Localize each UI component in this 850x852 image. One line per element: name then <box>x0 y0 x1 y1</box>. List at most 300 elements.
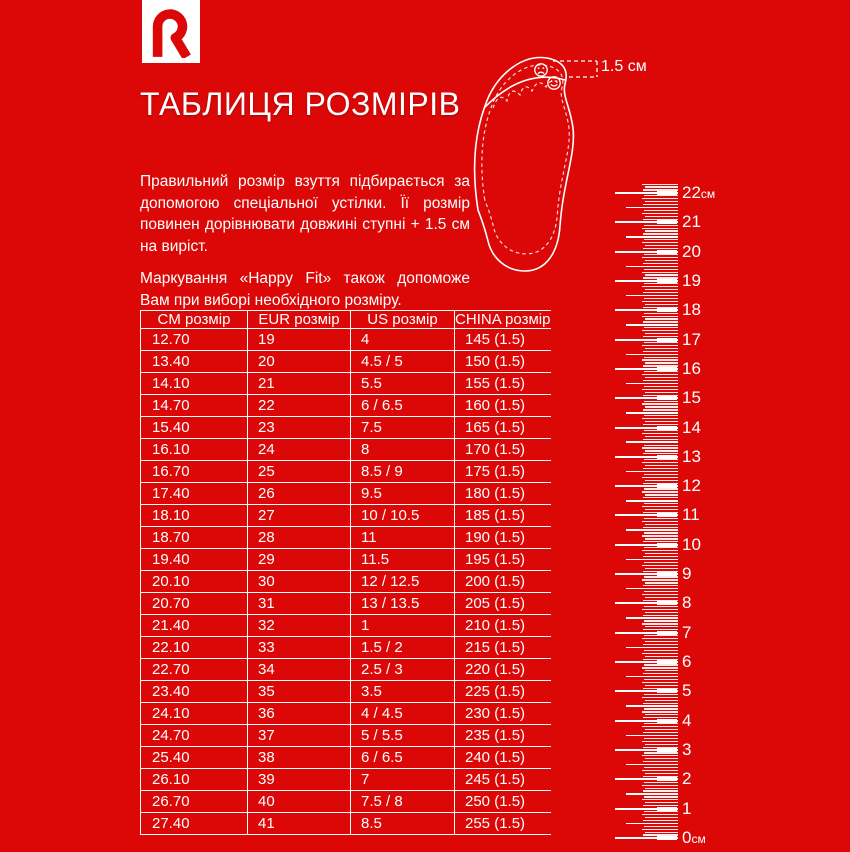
ruler-mm-tick <box>642 389 678 390</box>
brand-logo <box>142 0 200 63</box>
ruler-mm-tick <box>643 512 678 513</box>
ruler-mm-tick <box>643 761 678 762</box>
ruler-cm-label <box>682 419 701 437</box>
size-cell: 18.10 <box>141 505 248 527</box>
ruler-half-cm-tick <box>626 793 678 794</box>
toe-line <box>484 77 565 108</box>
ruler-cm-label <box>682 213 701 231</box>
ruler-cm-label <box>682 565 691 583</box>
ruler-mm-tick <box>643 805 678 806</box>
ruler-mm-tick <box>643 321 678 322</box>
ruler-label-number: 16 <box>682 358 701 378</box>
table-row <box>141 417 551 439</box>
table-row <box>141 769 551 791</box>
sad-face-icon <box>535 64 547 76</box>
table-row <box>141 725 551 747</box>
ruler-mm-tick <box>642 491 678 492</box>
ruler-mm-tick <box>642 565 678 566</box>
ruler-mm-tick <box>645 758 678 759</box>
size-cell: 7 <box>351 769 455 791</box>
ruler-mm-tick <box>645 465 678 466</box>
ruler-mm-tick <box>643 307 678 308</box>
ruler-cm-tick-bar <box>657 748 677 752</box>
size-cell: 7.5 / 8 <box>351 791 455 813</box>
size-cell: 40 <box>248 791 351 813</box>
ruler-mm-tick <box>642 579 678 580</box>
ruler-mm-tick <box>644 269 678 270</box>
ruler-mm-tick <box>642 535 678 536</box>
ruler-mm-tick <box>642 741 678 742</box>
ruler-mm-tick <box>645 216 678 217</box>
ruler-cm-tick-bar <box>657 220 677 224</box>
table-row <box>141 813 551 835</box>
ruler-mm-tick <box>645 245 678 246</box>
ruler-mm-tick <box>643 409 678 410</box>
ruler-mm-tick <box>642 726 678 727</box>
ruler-cm-label <box>682 272 701 290</box>
ruler-mm-tick <box>643 629 678 630</box>
table-row <box>141 593 551 615</box>
ruler-mm-tick <box>643 556 678 557</box>
size-cell: 35 <box>248 681 351 703</box>
ruler-mm-tick <box>642 623 678 624</box>
ruler-mm-tick <box>642 711 678 712</box>
ruler-mm-tick <box>642 770 678 771</box>
ruler-half-cm-tick <box>626 559 678 560</box>
size-cell: 21 <box>248 373 351 395</box>
ruler-mm-tick <box>644 371 678 372</box>
size-cell: 225 (1.5) <box>455 681 551 703</box>
ruler-half-cm-tick <box>626 735 678 736</box>
gap-size-label: 1.5 см <box>601 58 647 75</box>
ruler-mm-tick <box>644 195 678 196</box>
ruler-mm-tick <box>644 488 678 489</box>
size-cell: 26.10 <box>141 769 248 791</box>
ruler-label-number: 3 <box>682 740 692 760</box>
ruler-mm-tick <box>643 644 678 645</box>
size-cell: 185 (1.5) <box>455 505 551 527</box>
ruler-mm-tick <box>643 380 678 381</box>
ruler-mm-tick <box>642 638 678 639</box>
size-cell: 1 <box>351 615 455 637</box>
ruler-cm-tick-bar <box>657 513 677 517</box>
ruler-half-cm-tick <box>626 236 678 237</box>
size-cell: 6 / 6.5 <box>351 747 455 769</box>
ruler-mm-tick <box>643 571 678 572</box>
size-cell: 205 (1.5) <box>455 593 551 615</box>
ruler-half-cm-tick <box>626 500 678 501</box>
ruler-label-number: 10 <box>682 534 701 554</box>
size-cell: 215 (1.5) <box>455 637 551 659</box>
ruler-mm-tick <box>645 318 678 319</box>
ruler-mm-tick <box>642 316 678 317</box>
ruler-label-number: 13 <box>682 446 701 466</box>
ruler-mm-tick <box>642 418 678 419</box>
ruler-cm-label <box>682 506 700 524</box>
ruler-cm-label <box>682 331 701 349</box>
ruler-cm-tick-bar <box>657 426 677 430</box>
logo-r-icon <box>149 8 193 58</box>
size-cell: 230 (1.5) <box>455 703 551 725</box>
ruler-cm-tick-bar <box>657 777 677 781</box>
ruler-mm-tick <box>645 186 678 187</box>
ruler-mm-tick <box>643 673 678 674</box>
size-cell: 145 (1.5) <box>455 329 551 351</box>
ruler-mm-tick <box>642 184 678 185</box>
ruler-mm-tick <box>642 447 678 448</box>
ruler-mm-tick <box>643 659 678 660</box>
ruler-mm-tick <box>645 450 678 451</box>
size-cell: 250 (1.5) <box>455 791 551 813</box>
table-row <box>141 351 551 373</box>
column-header: CHINA розмір <box>455 311 551 328</box>
size-cell: 24 <box>248 439 351 461</box>
size-cell: 34 <box>248 659 351 681</box>
ruler-mm-tick <box>643 527 678 528</box>
ruler-mm-tick <box>645 670 678 671</box>
intro-text <box>140 171 470 321</box>
ruler-label-number: 17 <box>682 329 701 349</box>
ruler-mm-tick <box>644 503 678 504</box>
ruler-mm-tick <box>644 342 678 343</box>
ruler-mm-tick <box>643 820 678 821</box>
ruler-mm-tick <box>645 421 678 422</box>
ruler-cm-tick-bar <box>657 689 677 693</box>
ruler-mm-tick <box>644 298 678 299</box>
ruler-mm-tick <box>643 615 678 616</box>
ruler-mm-tick <box>644 239 678 240</box>
ruler-cm-label <box>682 712 691 730</box>
ruler-mm-tick <box>643 483 678 484</box>
ruler-mm-tick <box>643 776 678 777</box>
ruler-cm-tick-bar <box>657 338 677 342</box>
ruler-mm-tick <box>645 274 678 275</box>
ruler-mm-tick <box>644 430 678 431</box>
ruler-label-number: 4 <box>682 710 692 730</box>
size-cell: 23 <box>248 417 351 439</box>
ruler-mm-tick <box>643 468 678 469</box>
ruler-label-number: 21 <box>682 212 701 232</box>
ruler-half-cm-tick <box>626 764 678 765</box>
ruler-half-cm-tick <box>626 295 678 296</box>
size-cell: 220 (1.5) <box>455 659 551 681</box>
table-row <box>141 659 551 681</box>
table-row <box>141 703 551 725</box>
ruler-mm-tick <box>642 330 678 331</box>
size-cell: 28 <box>248 527 351 549</box>
ruler-mm-tick <box>644 210 678 211</box>
ruler-mm-tick <box>644 357 678 358</box>
ruler-cm-tick-bar <box>657 455 677 459</box>
page-title: ТАБЛИЦЯ РОЗМІРІВ <box>140 86 461 122</box>
ruler-mm-tick <box>642 755 678 756</box>
ruler-mm-tick <box>644 635 678 636</box>
ruler-cm-tick-bar <box>657 279 677 283</box>
ruler-mm-tick <box>645 685 678 686</box>
ruler-label-number: 19 <box>682 270 701 290</box>
size-cell: 30 <box>248 571 351 593</box>
ruler-mm-tick <box>644 591 678 592</box>
ruler-half-cm-tick <box>626 266 678 267</box>
size-cell: 26 <box>248 483 351 505</box>
size-cell: 8.5 <box>351 813 455 835</box>
size-cell: 38 <box>248 747 351 769</box>
ruler-mm-tick <box>642 550 678 551</box>
ruler-mm-tick <box>642 477 678 478</box>
ruler-mm-tick <box>642 814 678 815</box>
ruler-label-number: 9 <box>682 564 692 584</box>
ruler-mm-tick <box>642 506 678 507</box>
size-cell: 255 (1.5) <box>455 813 551 835</box>
ruler-cm-label <box>682 624 691 642</box>
ruler-label-number: 14 <box>682 417 701 437</box>
size-cell: 9.5 <box>351 483 455 505</box>
size-cell: 24.70 <box>141 725 248 747</box>
ruler-mm-tick <box>644 664 678 665</box>
ruler-mm-tick <box>643 453 678 454</box>
ruler-mm-tick <box>643 351 678 352</box>
ruler-cm-label <box>682 770 691 788</box>
ruler-label-number: 5 <box>682 681 692 701</box>
ruler-mm-tick <box>644 767 678 768</box>
ruler-mm-tick <box>645 524 678 525</box>
ruler-mm-tick <box>644 679 678 680</box>
ruler-cm-tick-bar <box>657 308 677 312</box>
ruler-half-cm-tick <box>626 617 678 618</box>
table-row <box>141 329 551 351</box>
ruler-half-cm-tick <box>626 823 678 824</box>
ruler-mm-tick <box>645 656 678 657</box>
ruler-cm-tick-bar <box>657 191 677 195</box>
ruler-half-cm-tick <box>626 354 678 355</box>
table-row <box>141 681 551 703</box>
size-cell: 21.40 <box>141 615 248 637</box>
size-cell: 19 <box>248 329 351 351</box>
ruler-half-cm-tick <box>626 207 678 208</box>
table-row <box>141 549 551 571</box>
ruler-mm-tick <box>642 257 678 258</box>
size-cell: 32 <box>248 615 351 637</box>
ruler-mm-tick <box>643 585 678 586</box>
ruler-mm-tick <box>645 582 678 583</box>
size-cell: 170 (1.5) <box>455 439 551 461</box>
size-table <box>140 310 551 835</box>
ruler-half-cm-tick <box>626 705 678 706</box>
column-header: US розмір <box>351 311 455 329</box>
ruler-mm-tick <box>645 304 678 305</box>
ruler-mm-tick <box>642 359 678 360</box>
ruler-mm-tick <box>642 521 678 522</box>
ruler-mm-tick <box>644 694 678 695</box>
ruler-cm-tick-bar <box>657 484 677 488</box>
happy-face-icon <box>548 77 560 89</box>
ruler-mm-tick <box>645 817 678 818</box>
ruler-cm-tick-bar <box>657 660 677 664</box>
ruler-mm-tick <box>643 747 678 748</box>
size-cell: 13 / 13.5 <box>351 593 455 615</box>
ruler-mm-tick <box>644 782 678 783</box>
ruler-mm-tick <box>645 377 678 378</box>
ruler-mm-tick <box>642 198 678 199</box>
size-cell: 4 <box>351 329 455 351</box>
table-row <box>141 791 551 813</box>
ruler-mm-tick <box>642 653 678 654</box>
ruler-mm-tick <box>645 333 678 334</box>
ruler-mm-tick <box>642 682 678 683</box>
ruler-mm-tick <box>645 538 678 539</box>
ruler-label-unit: см <box>700 186 716 201</box>
ruler-mm-tick <box>643 688 678 689</box>
ruler-cm-label <box>682 360 701 378</box>
ruler-half-cm-tick <box>626 441 678 442</box>
size-cell: 17.40 <box>141 483 248 505</box>
ruler-cm-tick-bar <box>657 367 677 371</box>
column-header: CM розмір <box>141 311 248 329</box>
size-cell: 26.70 <box>141 791 248 813</box>
ruler-mm-tick <box>643 248 678 249</box>
ruler-mm-tick <box>643 395 678 396</box>
table-row <box>141 615 551 637</box>
ruler-cm-label <box>682 829 706 848</box>
ruler-mm-tick <box>642 594 678 595</box>
ruler-mm-tick <box>643 263 678 264</box>
ruler-mm-tick <box>645 832 678 833</box>
foot-outline-dashed <box>482 65 569 254</box>
size-cell: 22.10 <box>141 637 248 659</box>
size-cell: 175 (1.5) <box>455 461 551 483</box>
ruler-mm-tick <box>644 313 678 314</box>
ruler-mm-tick <box>642 799 678 800</box>
insole-outline <box>475 58 574 271</box>
ruler-mm-tick <box>644 650 678 651</box>
ruler-mm-tick <box>642 462 678 463</box>
size-cell: 11.5 <box>351 549 455 571</box>
size-cell: 12.70 <box>141 329 248 351</box>
ruler-mm-tick <box>645 597 678 598</box>
ruler-mm-tick <box>643 219 678 220</box>
ruler-half-cm-tick <box>626 324 678 325</box>
ruler-mm-tick <box>644 386 678 387</box>
ruler-label-number: 8 <box>682 593 692 613</box>
ruler-mm-tick <box>645 714 678 715</box>
size-cell: 20.10 <box>141 571 248 593</box>
ruler-cm-label <box>682 389 701 407</box>
size-cell: 4.5 / 5 <box>351 351 455 373</box>
ruler-mm-tick <box>645 230 678 231</box>
ruler-mm-tick <box>644 811 678 812</box>
size-cell: 22.70 <box>141 659 248 681</box>
table-row <box>141 747 551 769</box>
table-header-row <box>141 311 551 329</box>
size-cell: 20 <box>248 351 351 373</box>
ruler-mm-tick <box>644 225 678 226</box>
ruler-mm-tick <box>643 790 678 791</box>
size-cell: 7.5 <box>351 417 455 439</box>
size-cell: 16.10 <box>141 439 248 461</box>
size-cell: 18.70 <box>141 527 248 549</box>
insole-diagram <box>463 44 613 284</box>
ruler-mm-tick <box>642 374 678 375</box>
ruler-mm-tick <box>643 277 678 278</box>
ruler-mm-tick <box>644 283 678 284</box>
size-cell: 27 <box>248 505 351 527</box>
ruler-mm-tick <box>644 606 678 607</box>
ruler-cm-tick-bar <box>657 396 677 400</box>
ruler-mm-tick <box>642 609 678 610</box>
ruler-label-number: 20 <box>682 241 701 261</box>
ruler-label-number: 2 <box>682 769 692 789</box>
size-table-grid <box>140 310 551 835</box>
size-cell: 5.5 <box>351 373 455 395</box>
size-cell: 11 <box>351 527 455 549</box>
ruler-mm-tick <box>643 703 678 704</box>
size-cell: 200 (1.5) <box>455 571 551 593</box>
ruler-mm-tick <box>645 480 678 481</box>
ruler-mm-tick <box>645 612 678 613</box>
ruler-half-cm-tick <box>626 676 678 677</box>
ruler-cm-label <box>682 536 701 554</box>
size-cell: 19.40 <box>141 549 248 571</box>
ruler-mm-tick <box>644 752 678 753</box>
toes-dashed <box>493 80 559 108</box>
ruler-mm-tick <box>642 697 678 698</box>
ruler-mm-tick <box>645 509 678 510</box>
ruler-mm-tick <box>644 826 678 827</box>
ruler-mm-tick <box>642 785 678 786</box>
size-cell: 15.40 <box>141 417 248 439</box>
size-cell: 5 / 5.5 <box>351 725 455 747</box>
table-row <box>141 439 551 461</box>
table-row <box>141 373 551 395</box>
size-cell: 37 <box>248 725 351 747</box>
size-cell: 190 (1.5) <box>455 527 551 549</box>
ruler <box>610 178 740 852</box>
ruler-mm-tick <box>645 773 678 774</box>
size-cell: 195 (1.5) <box>455 549 551 571</box>
ruler-cm-tick-bar <box>657 572 677 576</box>
ruler-mm-tick <box>642 433 678 434</box>
size-cell: 8.5 / 9 <box>351 461 455 483</box>
size-cell: 180 (1.5) <box>455 483 551 505</box>
ruler-mm-tick <box>643 600 678 601</box>
ruler-label-number: 6 <box>682 652 692 672</box>
ruler-mm-tick <box>643 732 678 733</box>
intro-paragraph-1: Правильний розмір взуття підбирається за допомогою спеціальної устілки. Її розмір повинен дорівнювати довжині ступні + 1.5 см на виріст. <box>140 173 470 256</box>
ruler-label-number: 18 <box>682 300 701 320</box>
ruler-mm-tick <box>643 233 678 234</box>
size-cell: 2.5 / 3 <box>351 659 455 681</box>
ruler-cm-tick-bar <box>657 250 677 254</box>
ruler-mm-tick <box>642 228 678 229</box>
ruler-mm-tick <box>643 717 678 718</box>
table-row <box>141 571 551 593</box>
ruler-mm-tick <box>645 348 678 349</box>
ruler-cm-label <box>682 184 715 203</box>
ruler-mm-tick <box>644 518 678 519</box>
size-cell: 150 (1.5) <box>455 351 551 373</box>
ruler-mm-tick <box>643 292 678 293</box>
size-cell: 36 <box>248 703 351 725</box>
ruler-mm-tick <box>645 201 678 202</box>
ruler-half-cm-tick <box>626 647 678 648</box>
ruler-mm-tick <box>642 345 678 346</box>
ruler-mm-tick <box>642 829 678 830</box>
ruler-mm-tick <box>643 834 678 835</box>
size-cell: 25.40 <box>141 747 248 769</box>
ruler-mm-tick <box>645 406 678 407</box>
ruler-mm-tick <box>642 286 678 287</box>
size-cell: 10 / 10.5 <box>351 505 455 527</box>
